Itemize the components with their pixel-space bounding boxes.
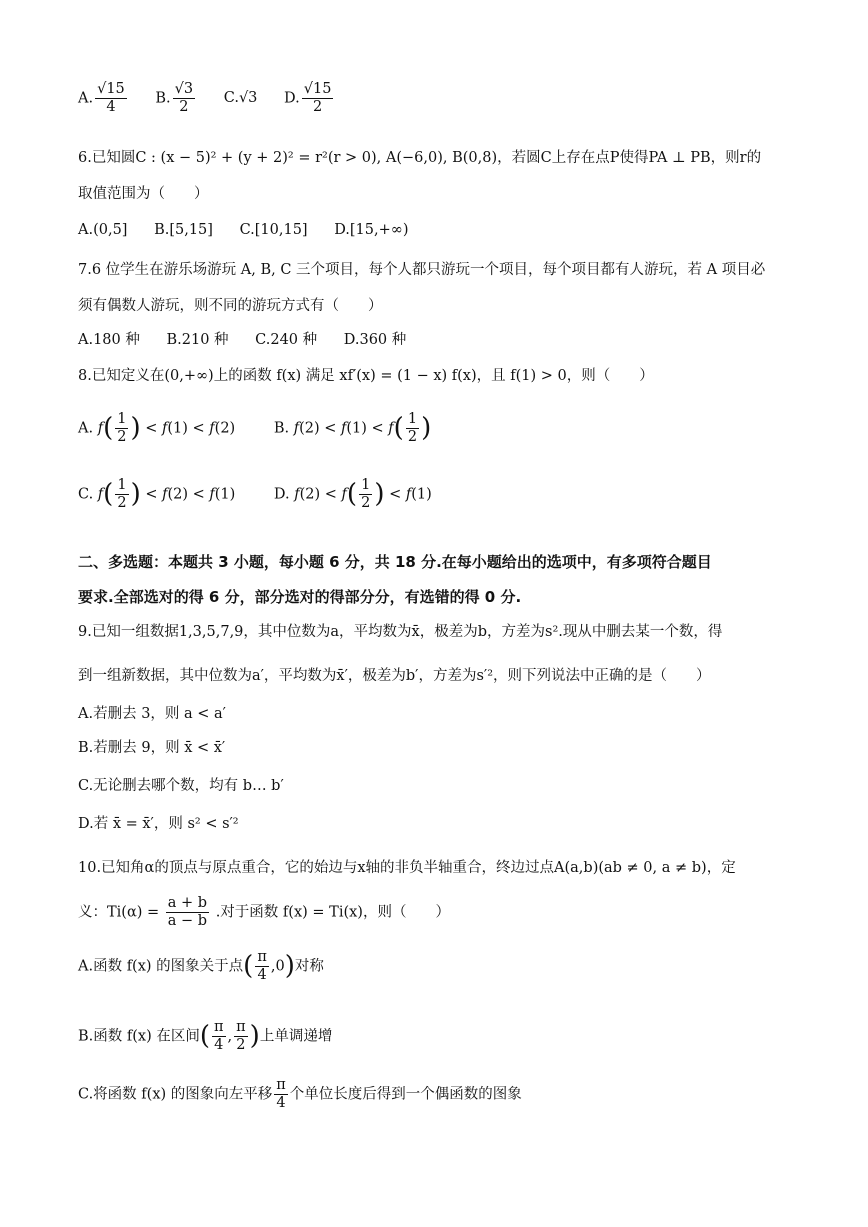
q5-option-b[interactable]: B. $\frac{√3}{2}$ (155, 81, 194, 116)
q7-option-d[interactable]: D.360 种 (343, 332, 407, 348)
q8-option-a[interactable]: A. f( $\frac{1}{2}$ ) < f(1) < f(2) (78, 411, 236, 446)
q8-option-b[interactable]: B. f(2) < f(1) < f( $\frac{1}{2}$ ) (273, 411, 432, 446)
q10-option-b[interactable]: B.函数 f(x) 在区间( $\frac{\pi}{4}$ , $\frac{\pi}{2}$ )上单调递增 (78, 1019, 333, 1054)
q6-option-c[interactable]: C.[10,15] (239, 222, 308, 238)
q5-option-c[interactable]: C.√3 (223, 90, 258, 107)
q10-stem-line1: 10.已知角α的顶点与原点重合，它的始边与x轴的非负半轴重合，终边过点A(a,b)(ab ≠ 0, a ≠ b)，定 (78, 860, 736, 876)
q10-option-c[interactable]: C.将函数 f(x) 的图象向左平移 $\frac{\pi}{4}$ 个单位长度后得到一个偶函数的图象 (78, 1077, 522, 1112)
q6-stem-line2: 取值范围为（ ） (78, 186, 209, 202)
q7-stem-line1: 7.6 位学生在游乐场游玩 A, B, C 三个项目，每个人都只游玩一个项目，每个项目都有人游玩，若 A 项目必 (78, 262, 766, 278)
q10-option-a[interactable]: A.函数 f(x) 的图象关于点( $\frac{\pi}{4}$ ,0)对称 (78, 949, 324, 984)
q5-option-d[interactable]: D. $\frac{√15}{2}$ (284, 81, 332, 116)
q8-option-d[interactable]: D. f(2) < f( $\frac{1}{2}$ ) < f(1) (273, 477, 432, 512)
q10-stem-line2: 义：Ti(α) = $\frac{a + b}{a - b}$ .对于函数 f(x) = Ti(x)，则（ ） (78, 895, 450, 930)
q6-option-a[interactable]: A.(0,5] (78, 222, 128, 238)
q6-option-b[interactable]: B.[5,15] (154, 222, 213, 238)
q8-options-row2 (78, 478, 454, 511)
q6-option-d[interactable]: D.[15,+∞) (334, 222, 409, 238)
q8-option-c[interactable]: C. f( $\frac{1}{2}$ ) < f(2) < f(1) (78, 477, 236, 512)
q5-options (78, 82, 357, 115)
section2-header-line1: 二、多选题：本题共 3 小题，每小题 6 分，共 18 分.在每小题给出的选项中，有多项符合题目 (78, 553, 712, 571)
q6-stem-line1: 6.已知圆C : (x − 5)² + (y + 2)² = r²(r > 0), A(−6,0), B(0,8)，若圆C上存在点P使得PA ⊥ PB，则r的 (78, 150, 762, 166)
q9-option-a[interactable]: A.若删去 3，则 a < a′ (78, 706, 226, 722)
q9-option-c[interactable]: C.无论删去哪个数，均有 b… b′ (78, 778, 284, 794)
q8-options-row1 (78, 412, 453, 445)
q9-option-d[interactable]: D.若 x̄ = x̄′，则 s² < s′² (78, 816, 239, 832)
q7-stem-line2: 须有偶数人游玩，则不同的游玩方式有（ ） (78, 298, 383, 314)
q8-stem: 8.已知定义在(0,+∞)上的函数 f(x) 满足 xf′(x) = (1 − x) f(x)，且 f(1) > 0，则（ ） (78, 368, 654, 384)
q5-option-a[interactable]: A. $\frac{√15}{4}$ (78, 81, 125, 116)
q7-options (78, 332, 428, 350)
q6-options (78, 222, 431, 240)
q9-stem-line2: 到一组新数据，其中位数为a′，平均数为x̄′，极差为b′，方差为s′²，则下列说法中正确的是（ ） (78, 668, 711, 684)
q9-option-b[interactable]: B.若删去 9，则 x̄ < x̄′ (78, 740, 226, 756)
q7-option-a[interactable]: A.180 种 (78, 332, 140, 348)
section2-header-line2: 要求.全部选对的得 6 分，部分选对的得部分分，有选错的得 0 分. (78, 588, 522, 606)
q9-stem-line1: 9.已知一组数据1,3,5,7,9，其中位数为a，平均数为x̄，极差为b，方差为s².现从中删去某一个数，得 (78, 624, 723, 640)
q7-option-c[interactable]: C.240 种 (255, 332, 318, 348)
q7-option-b[interactable]: B.210 种 (166, 332, 229, 348)
